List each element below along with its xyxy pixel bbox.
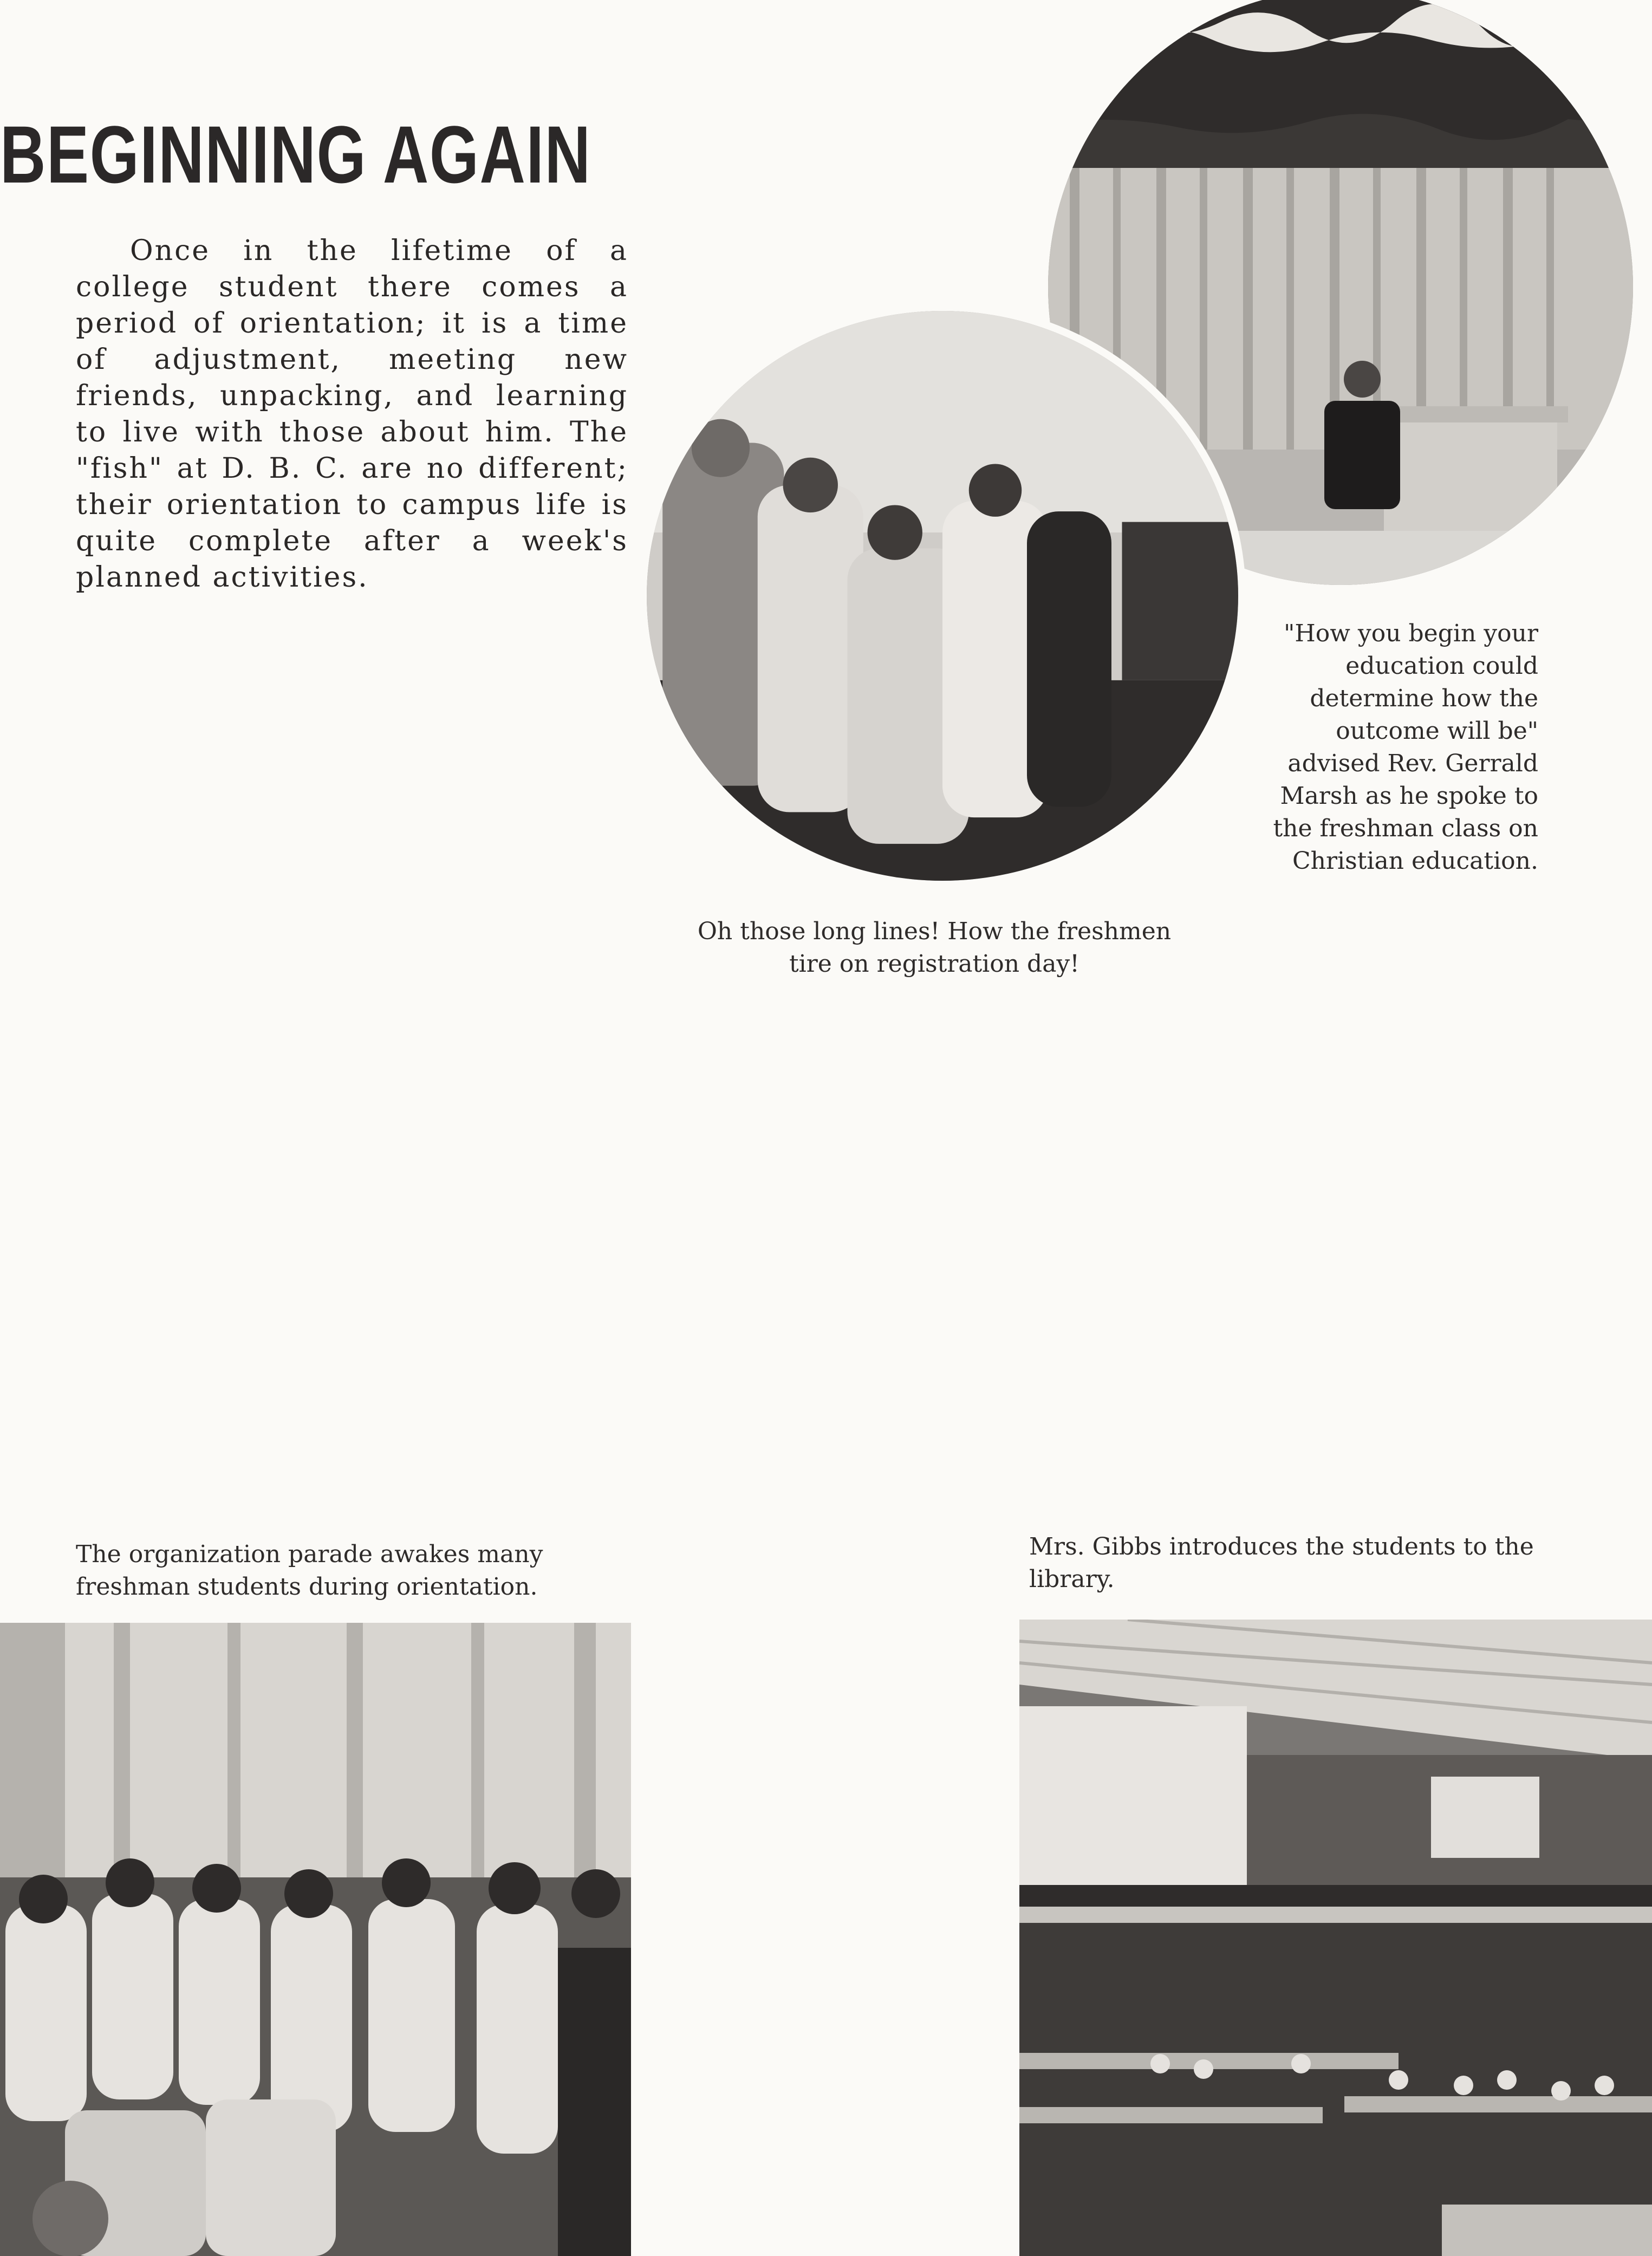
photo-library	[1019, 1620, 1652, 2256]
intro-paragraph: Once in the lifetime of a college student there comes a period of orientation; it is a time of adjustment, meeting new friends, unpacking, and learning to live with those about him. The "fish" at D. B. C. are no different; their orientation to campus life is quite complete after a week's planned activities.	[76, 235, 628, 594]
registration-photo-image	[647, 311, 1238, 881]
caption-library: Mrs. Gibbs introduces the students to the library.	[1029, 1533, 1534, 1593]
caption-registration-lines: Oh those long lines! How the freshmen tire on registration day!	[697, 918, 1172, 978]
page-title: BEGINNING AGAIN	[0, 109, 591, 200]
photo-organization-parade	[0, 1623, 631, 2256]
library-photo-image	[1019, 1620, 1652, 2256]
caption-organization-parade: The organization parade awakes many freshman students during orientation.	[76, 1540, 543, 1601]
parade-photo-image	[0, 1623, 631, 2256]
caption-speaker: "How you begin your education could determine how the outcome will be" advised Rev. Gerrald Marsh as he spoke to the freshman class on Christian education.	[1273, 620, 1538, 875]
photo-registration-lines	[639, 303, 1246, 888]
